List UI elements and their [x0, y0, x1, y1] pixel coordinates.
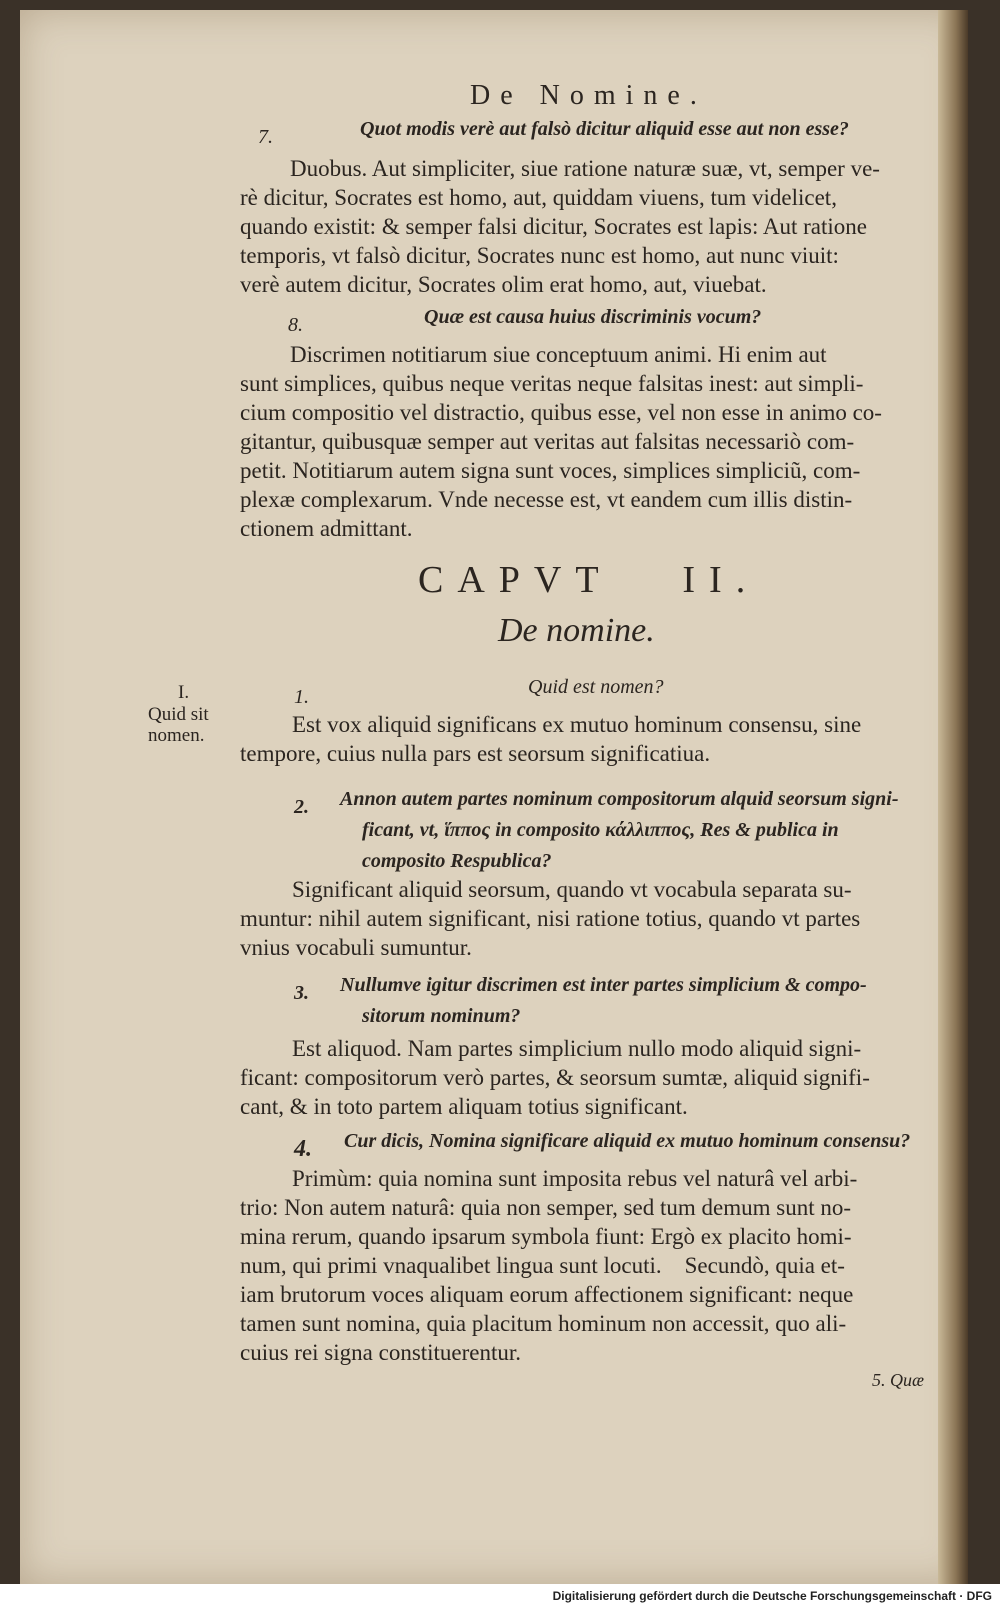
answer-line: iam brutorum voces aliquam eorum affectionem significant: neque — [240, 1282, 854, 1307]
question-line: Annon autem partes nominum compositorum alquid seorsum signi- — [340, 788, 899, 810]
footer-bar — [0, 1584, 1000, 1606]
answer-line: Est vox aliquid significans ex mutuo hominum consensu, sine — [292, 712, 862, 737]
chapter-subtitle: De nomine. — [498, 612, 655, 649]
section-number: 8. — [288, 314, 303, 336]
page-binding-edge — [938, 10, 968, 1584]
answer-line: vnius vocabuli sumuntur. — [240, 935, 472, 960]
answer-line: Significant aliquid seorsum, quando vt vocabula separata su- — [292, 877, 852, 902]
answer-line: cant, & in toto partem aliquam totius significant. — [240, 1094, 688, 1119]
answer-line: plexæ complexarum. Vnde necesse est, vt eandem cum illis distin- — [240, 487, 853, 512]
section-answer — [240, 1164, 940, 1367]
answer-line: Duobus. Aut simpliciter, siue ratione naturæ suæ, vt, semper ve- — [290, 156, 880, 181]
answer-line: cuius rei signa constituerentur. — [240, 1340, 522, 1365]
margin-note-line: Quid sit — [148, 704, 209, 725]
section-answer — [240, 1034, 940, 1121]
section-answer — [240, 340, 940, 543]
answer-line: cium compositio vel distractio, quibus esse, vel non esse in animo co- — [240, 400, 882, 425]
answer-line: verè autem dicitur, Socrates olim erat homo, aut, viuebat. — [240, 272, 767, 297]
answer-line: ctionem admittant. — [240, 516, 413, 541]
answer-line: mina rerum, quando ipsarum symbola fiunt: Ergò ex placito homi- — [240, 1224, 852, 1249]
question-line: ficant, vt, ἵππος in composito κάλλιππος, Res & publica in — [362, 819, 839, 841]
answer-line: num, qui primi vnaqualibet lingua sunt locuti. Secundò, quia et- — [240, 1253, 845, 1278]
section-question: Quid est nomen? — [528, 676, 664, 698]
answer-line: trio: Non autem naturâ: quia non semper, sed tum demum sunt no- — [240, 1195, 852, 1220]
section-number: 2. — [294, 796, 309, 818]
margin-note-line: nomen. — [148, 725, 205, 746]
answer-line: gitantur, quibusquæ semper aut veritas aut falsitas necessariò com- — [240, 429, 855, 454]
section-number: 7. — [258, 126, 273, 148]
answer-line: rè dicitur, Socrates est homo, aut, quiddam viuens, tum videlicet, — [240, 185, 837, 210]
answer-line: sunt simplices, quibus neque veritas neque falsitas inest: aut simpli- — [240, 371, 864, 396]
margin-note-number: I. — [178, 682, 190, 703]
section-answer — [240, 154, 940, 299]
question-line: sitorum nominum? — [362, 1005, 521, 1027]
answer-line: Est aliquod. Nam partes simplicium nullo modo aliquid signi- — [292, 1036, 862, 1061]
section-answer — [240, 875, 940, 962]
running-head: De Nomine. — [470, 80, 707, 111]
margin-note — [148, 704, 238, 746]
answer-line: petit. Notitiarum autem signa sunt voces, simplices simpliciũ, com- — [240, 458, 861, 483]
section-number: 4. — [294, 1136, 312, 1162]
section-number: 1. — [294, 686, 309, 708]
section-answer — [240, 710, 940, 768]
answer-line: tempore, cuius nulla pars est seorsum significatiua. — [240, 741, 711, 766]
section-number: 3. — [294, 982, 309, 1004]
answer-line: quando existit: & semper falsi dicitur, Socrates est lapis: Aut ratione — [240, 214, 867, 239]
question-line: composito Respublica? — [362, 850, 552, 872]
catchword: 5. Quæ — [872, 1370, 925, 1390]
footer-credit: Digitalisierung gefördert durch die Deutsche Forschungsgemeinschaft · DFG — [552, 1589, 992, 1603]
question-line: Nullumve igitur discrimen est inter partes simplicium & compo- — [340, 974, 867, 996]
section-question: Quæ est causa huius discriminis vocum? — [424, 306, 762, 328]
answer-line: ficant: compositorum verò partes, & seorsum sumtæ, aliquid signifi- — [240, 1065, 870, 1090]
answer-line: muntur: nihil autem significant, nisi ratione totius, quando vt partes — [240, 906, 861, 931]
chapter-title: CAPVT II. — [418, 559, 760, 601]
section-question — [340, 784, 920, 877]
section-question: Cur dicis, Nomina significare aliquid ex mutuo hominum consensu? — [344, 1130, 911, 1152]
section-question — [340, 970, 920, 1032]
answer-line: temporis, vt falsò dicitur, Socrates nunc est homo, aut nunc viuit: — [240, 243, 839, 268]
section-question: Quot modis verè aut falsò dicitur aliquid esse aut non esse? — [360, 118, 849, 140]
answer-line: Primùm: quia nomina sunt imposita rebus vel naturâ vel arbi- — [292, 1166, 858, 1191]
answer-line: tamen sunt nomina, quia placitum hominum non accessit, quo ali- — [240, 1311, 847, 1336]
answer-line: Discrimen notitiarum siue conceptuum animi. Hi enim aut — [290, 342, 827, 367]
